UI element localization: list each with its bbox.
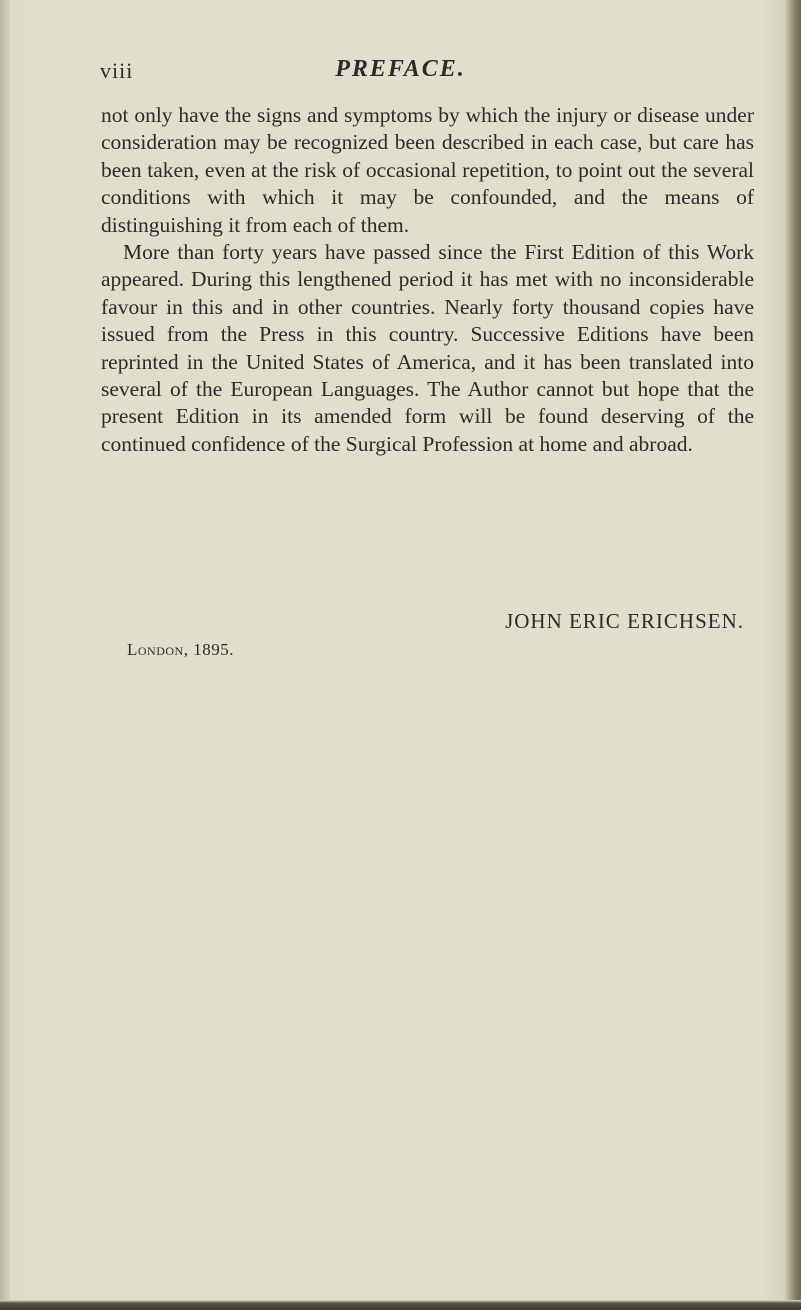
page-binding-shadow	[0, 0, 10, 1310]
page-edge-shadow	[785, 0, 801, 1310]
preface-body	[101, 102, 754, 458]
place-and-date: London, 1895.	[127, 640, 234, 659]
page-number: viii	[100, 58, 134, 83]
paragraph-editions: More than forty years have passed since the First Edition of this Work appeared. During this lengthened period it has met with no inconsiderable favour in this and in other countries. Nearly forty thousand copies have issued from the Press in this country. Successive Editions have been reprinted in the United States of America, and it has been translated into several of the European Languages. The Author cannot but hope that the present Edition in its amended form will be found deserving of the continued confidence of the Surgical Profession at home and abroad.	[101, 240, 754, 456]
paragraph-continuation: not only have the signs and symptoms by which the injury or disease under consideration may be recognized been described in each case, but care has been taken, even at the risk of occasional repetition, to point out the several conditions with which it may be confounded, and the means of distinguishing it from each of them.	[101, 103, 754, 237]
page-bottom-edge	[0, 1300, 801, 1310]
author-signature: JOHN ERIC ERICHSEN.	[505, 609, 744, 633]
running-head-title: PREFACE.	[335, 56, 466, 82]
